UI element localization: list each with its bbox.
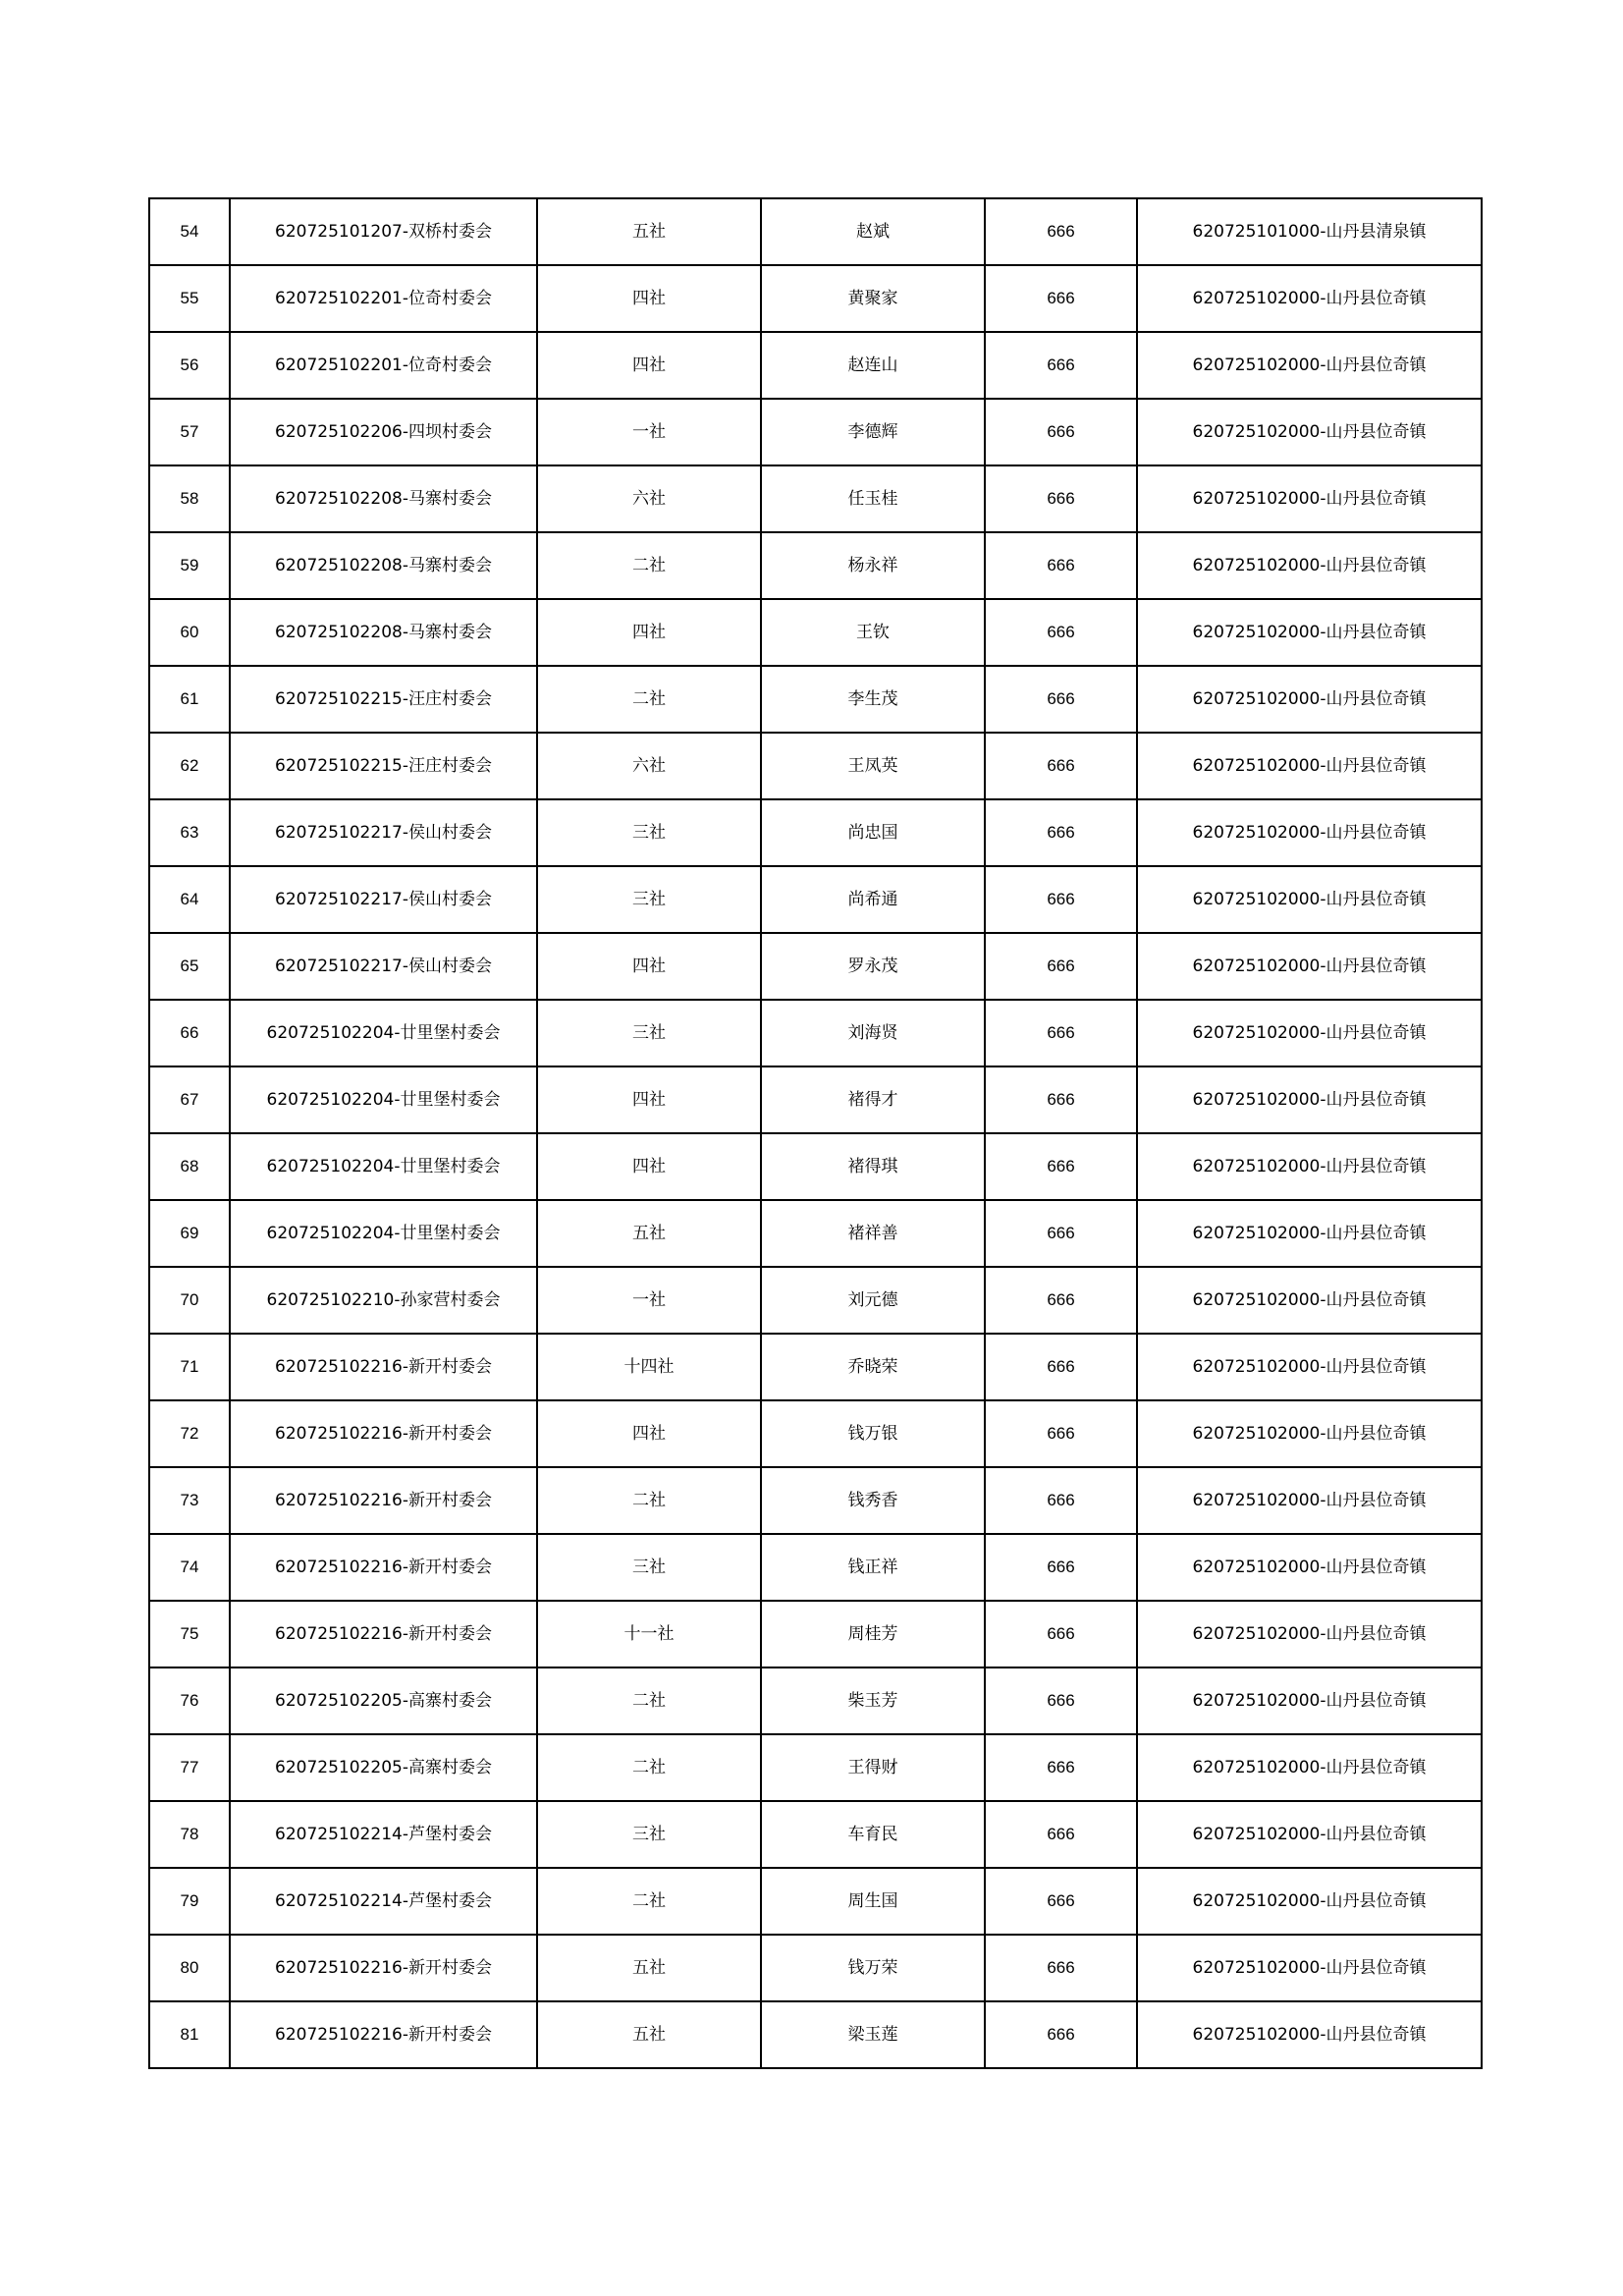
person-name-cell: 钱正祥 — [761, 1534, 985, 1601]
village-group-cell: 十四社 — [537, 1334, 761, 1400]
row-number-cell: 65 — [149, 933, 230, 1000]
code-cell: 666 — [985, 1935, 1137, 2001]
row-number-cell: 70 — [149, 1267, 230, 1334]
person-name-cell: 尚希通 — [761, 866, 985, 933]
village-committee-cell: 620725102204-廿里堡村委会 — [230, 1200, 537, 1267]
person-name-cell: 梁玉莲 — [761, 2001, 985, 2068]
table-row — [149, 1066, 1482, 1133]
town-cell: 620725102000-山丹县位奇镇 — [1137, 1467, 1482, 1534]
table-row — [149, 1000, 1482, 1066]
town-cell: 620725102000-山丹县位奇镇 — [1137, 733, 1482, 799]
village-group-cell: 三社 — [537, 1801, 761, 1868]
person-name-cell: 钱万银 — [761, 1400, 985, 1467]
table-row — [149, 733, 1482, 799]
town-cell: 620725102000-山丹县位奇镇 — [1137, 1734, 1482, 1801]
table-row — [149, 1467, 1482, 1534]
row-number-cell: 61 — [149, 666, 230, 733]
town-cell: 620725102000-山丹县位奇镇 — [1137, 799, 1482, 866]
table-row — [149, 1935, 1482, 2001]
village-committee-cell: 620725102217-侯山村委会 — [230, 933, 537, 1000]
row-number-cell: 57 — [149, 399, 230, 465]
village-group-cell: 五社 — [537, 2001, 761, 2068]
table-row — [149, 1601, 1482, 1667]
village-group-cell: 四社 — [537, 599, 761, 666]
table-row — [149, 1734, 1482, 1801]
town-cell: 620725102000-山丹县位奇镇 — [1137, 1267, 1482, 1334]
row-number-cell: 73 — [149, 1467, 230, 1534]
village-committee-cell: 620725102216-新开村委会 — [230, 1400, 537, 1467]
village-group-cell: 三社 — [537, 799, 761, 866]
village-group-cell: 四社 — [537, 1133, 761, 1200]
town-cell: 620725102000-山丹县位奇镇 — [1137, 1400, 1482, 1467]
village-committee-cell: 620725102205-高寨村委会 — [230, 1667, 537, 1734]
town-cell: 620725102000-山丹县位奇镇 — [1137, 1534, 1482, 1601]
row-number-cell: 54 — [149, 198, 230, 265]
person-name-cell: 李生茂 — [761, 666, 985, 733]
person-name-cell: 周生国 — [761, 1868, 985, 1935]
code-cell: 666 — [985, 265, 1137, 332]
person-name-cell: 罗永茂 — [761, 933, 985, 1000]
table-row — [149, 532, 1482, 599]
row-number-cell: 74 — [149, 1534, 230, 1601]
village-committee-cell: 620725102216-新开村委会 — [230, 1334, 537, 1400]
data-table — [148, 197, 1483, 2069]
village-committee-cell: 620725102208-马寨村委会 — [230, 532, 537, 599]
table-body — [149, 198, 1482, 2068]
code-cell: 666 — [985, 866, 1137, 933]
code-cell: 666 — [985, 799, 1137, 866]
person-name-cell: 王钦 — [761, 599, 985, 666]
code-cell: 666 — [985, 1066, 1137, 1133]
village-group-cell: 二社 — [537, 532, 761, 599]
village-group-cell: 四社 — [537, 332, 761, 399]
village-committee-cell: 620725102204-廿里堡村委会 — [230, 1133, 537, 1200]
row-number-cell: 72 — [149, 1400, 230, 1467]
table-row — [149, 1200, 1482, 1267]
town-cell: 620725102000-山丹县位奇镇 — [1137, 265, 1482, 332]
row-number-cell: 68 — [149, 1133, 230, 1200]
table-row — [149, 599, 1482, 666]
code-cell: 666 — [985, 599, 1137, 666]
village-committee-cell: 620725101207-双桥村委会 — [230, 198, 537, 265]
code-cell: 666 — [985, 1400, 1137, 1467]
town-cell: 620725101000-山丹县清泉镇 — [1137, 198, 1482, 265]
person-name-cell: 王得财 — [761, 1734, 985, 1801]
town-cell: 620725102000-山丹县位奇镇 — [1137, 1133, 1482, 1200]
table-row — [149, 1868, 1482, 1935]
town-cell: 620725102000-山丹县位奇镇 — [1137, 1200, 1482, 1267]
town-cell: 620725102000-山丹县位奇镇 — [1137, 465, 1482, 532]
code-cell: 666 — [985, 1734, 1137, 1801]
code-cell: 666 — [985, 1667, 1137, 1734]
row-number-cell: 64 — [149, 866, 230, 933]
person-name-cell: 赵斌 — [761, 198, 985, 265]
table-row — [149, 1534, 1482, 1601]
village-committee-cell: 620725102216-新开村委会 — [230, 1601, 537, 1667]
village-group-cell: 六社 — [537, 465, 761, 532]
town-cell: 620725102000-山丹县位奇镇 — [1137, 399, 1482, 465]
town-cell: 620725102000-山丹县位奇镇 — [1137, 1601, 1482, 1667]
row-number-cell: 58 — [149, 465, 230, 532]
village-committee-cell: 620725102201-位奇村委会 — [230, 265, 537, 332]
code-cell: 666 — [985, 1267, 1137, 1334]
village-committee-cell: 620725102215-汪庄村委会 — [230, 733, 537, 799]
code-cell: 666 — [985, 1334, 1137, 1400]
village-committee-cell: 620725102201-位奇村委会 — [230, 332, 537, 399]
person-name-cell: 王凤英 — [761, 733, 985, 799]
row-number-cell: 66 — [149, 1000, 230, 1066]
person-name-cell: 尚忠国 — [761, 799, 985, 866]
person-name-cell: 黄聚家 — [761, 265, 985, 332]
village-group-cell: 二社 — [537, 666, 761, 733]
town-cell: 620725102000-山丹县位奇镇 — [1137, 2001, 1482, 2068]
code-cell: 666 — [985, 1133, 1137, 1200]
village-group-cell: 二社 — [537, 1868, 761, 1935]
table-row — [149, 465, 1482, 532]
village-group-cell: 三社 — [537, 866, 761, 933]
village-group-cell: 四社 — [537, 1400, 761, 1467]
village-committee-cell: 620725102208-马寨村委会 — [230, 465, 537, 532]
person-name-cell: 柴玉芳 — [761, 1667, 985, 1734]
village-committee-cell: 620725102214-芦堡村委会 — [230, 1801, 537, 1868]
village-group-cell: 四社 — [537, 265, 761, 332]
village-committee-cell: 620725102216-新开村委会 — [230, 1534, 537, 1601]
village-group-cell: 一社 — [537, 399, 761, 465]
village-group-cell: 一社 — [537, 1267, 761, 1334]
table-row — [149, 1400, 1482, 1467]
person-name-cell: 褚得才 — [761, 1066, 985, 1133]
code-cell: 666 — [985, 1534, 1137, 1601]
town-cell: 620725102000-山丹县位奇镇 — [1137, 1334, 1482, 1400]
person-name-cell: 任玉桂 — [761, 465, 985, 532]
person-name-cell: 刘海贤 — [761, 1000, 985, 1066]
table-row — [149, 1801, 1482, 1868]
village-group-cell: 四社 — [537, 933, 761, 1000]
table-row — [149, 666, 1482, 733]
village-committee-cell: 620725102217-侯山村委会 — [230, 799, 537, 866]
town-cell: 620725102000-山丹县位奇镇 — [1137, 1801, 1482, 1868]
code-cell: 666 — [985, 1000, 1137, 1066]
village-group-cell: 二社 — [537, 1734, 761, 1801]
row-number-cell: 60 — [149, 599, 230, 666]
code-cell: 666 — [985, 1801, 1137, 1868]
town-cell: 620725102000-山丹县位奇镇 — [1137, 1868, 1482, 1935]
code-cell: 666 — [985, 733, 1137, 799]
code-cell: 666 — [985, 1601, 1137, 1667]
town-cell: 620725102000-山丹县位奇镇 — [1137, 666, 1482, 733]
row-number-cell: 63 — [149, 799, 230, 866]
person-name-cell: 褚祥善 — [761, 1200, 985, 1267]
code-cell: 666 — [985, 198, 1137, 265]
code-cell: 666 — [985, 666, 1137, 733]
person-name-cell: 赵连山 — [761, 332, 985, 399]
village-committee-cell: 620725102215-汪庄村委会 — [230, 666, 537, 733]
village-committee-cell: 620725102206-四坝村委会 — [230, 399, 537, 465]
person-name-cell: 车育民 — [761, 1801, 985, 1868]
village-group-cell: 十一社 — [537, 1601, 761, 1667]
row-number-cell: 79 — [149, 1868, 230, 1935]
row-number-cell: 71 — [149, 1334, 230, 1400]
table-row — [149, 1667, 1482, 1734]
village-committee-cell: 620725102216-新开村委会 — [230, 1467, 537, 1534]
row-number-cell: 62 — [149, 733, 230, 799]
row-number-cell: 76 — [149, 1667, 230, 1734]
table-row — [149, 799, 1482, 866]
town-cell: 620725102000-山丹县位奇镇 — [1137, 1935, 1482, 2001]
person-name-cell: 刘元德 — [761, 1267, 985, 1334]
table-row — [149, 866, 1482, 933]
person-name-cell: 乔晓荣 — [761, 1334, 985, 1400]
town-cell: 620725102000-山丹县位奇镇 — [1137, 332, 1482, 399]
person-name-cell: 褚得琪 — [761, 1133, 985, 1200]
code-cell: 666 — [985, 2001, 1137, 2068]
row-number-cell: 69 — [149, 1200, 230, 1267]
village-group-cell: 三社 — [537, 1534, 761, 1601]
town-cell: 620725102000-山丹县位奇镇 — [1137, 866, 1482, 933]
village-committee-cell: 620725102204-廿里堡村委会 — [230, 1000, 537, 1066]
row-number-cell: 75 — [149, 1601, 230, 1667]
village-group-cell: 五社 — [537, 198, 761, 265]
village-group-cell: 五社 — [537, 1935, 761, 2001]
table-row — [149, 1334, 1482, 1400]
village-committee-cell: 620725102204-廿里堡村委会 — [230, 1066, 537, 1133]
village-group-cell: 二社 — [537, 1667, 761, 1734]
village-committee-cell: 620725102205-高寨村委会 — [230, 1734, 537, 1801]
code-cell: 666 — [985, 532, 1137, 599]
village-committee-cell: 620725102208-马寨村委会 — [230, 599, 537, 666]
row-number-cell: 59 — [149, 532, 230, 599]
person-name-cell: 钱秀香 — [761, 1467, 985, 1534]
row-number-cell: 78 — [149, 1801, 230, 1868]
code-cell: 666 — [985, 1200, 1137, 1267]
row-number-cell: 80 — [149, 1935, 230, 2001]
town-cell: 620725102000-山丹县位奇镇 — [1137, 1667, 1482, 1734]
code-cell: 666 — [985, 465, 1137, 532]
town-cell: 620725102000-山丹县位奇镇 — [1137, 599, 1482, 666]
table-row — [149, 198, 1482, 265]
row-number-cell: 56 — [149, 332, 230, 399]
village-group-cell: 二社 — [537, 1467, 761, 1534]
code-cell: 666 — [985, 1868, 1137, 1935]
village-committee-cell: 620725102216-新开村委会 — [230, 1935, 537, 2001]
row-number-cell: 81 — [149, 2001, 230, 2068]
village-committee-cell: 620725102216-新开村委会 — [230, 2001, 537, 2068]
table-row — [149, 1133, 1482, 1200]
table-row — [149, 265, 1482, 332]
village-committee-cell: 620725102214-芦堡村委会 — [230, 1868, 537, 1935]
village-group-cell: 三社 — [537, 1000, 761, 1066]
table-row — [149, 933, 1482, 1000]
town-cell: 620725102000-山丹县位奇镇 — [1137, 1066, 1482, 1133]
person-name-cell: 李德辉 — [761, 399, 985, 465]
row-number-cell: 77 — [149, 1734, 230, 1801]
row-number-cell: 55 — [149, 265, 230, 332]
code-cell: 666 — [985, 933, 1137, 1000]
village-group-cell: 四社 — [537, 1066, 761, 1133]
table-row — [149, 2001, 1482, 2068]
village-group-cell: 五社 — [537, 1200, 761, 1267]
town-cell: 620725102000-山丹县位奇镇 — [1137, 1000, 1482, 1066]
village-group-cell: 六社 — [537, 733, 761, 799]
code-cell: 666 — [985, 332, 1137, 399]
village-committee-cell: 620725102210-孙家营村委会 — [230, 1267, 537, 1334]
table-row — [149, 399, 1482, 465]
person-name-cell: 周桂芳 — [761, 1601, 985, 1667]
table-row — [149, 332, 1482, 399]
table-row — [149, 1267, 1482, 1334]
village-committee-cell: 620725102217-侯山村委会 — [230, 866, 537, 933]
person-name-cell: 杨永祥 — [761, 532, 985, 599]
town-cell: 620725102000-山丹县位奇镇 — [1137, 532, 1482, 599]
code-cell: 666 — [985, 399, 1137, 465]
row-number-cell: 67 — [149, 1066, 230, 1133]
person-name-cell: 钱万荣 — [761, 1935, 985, 2001]
code-cell: 666 — [985, 1467, 1137, 1534]
town-cell: 620725102000-山丹县位奇镇 — [1137, 933, 1482, 1000]
